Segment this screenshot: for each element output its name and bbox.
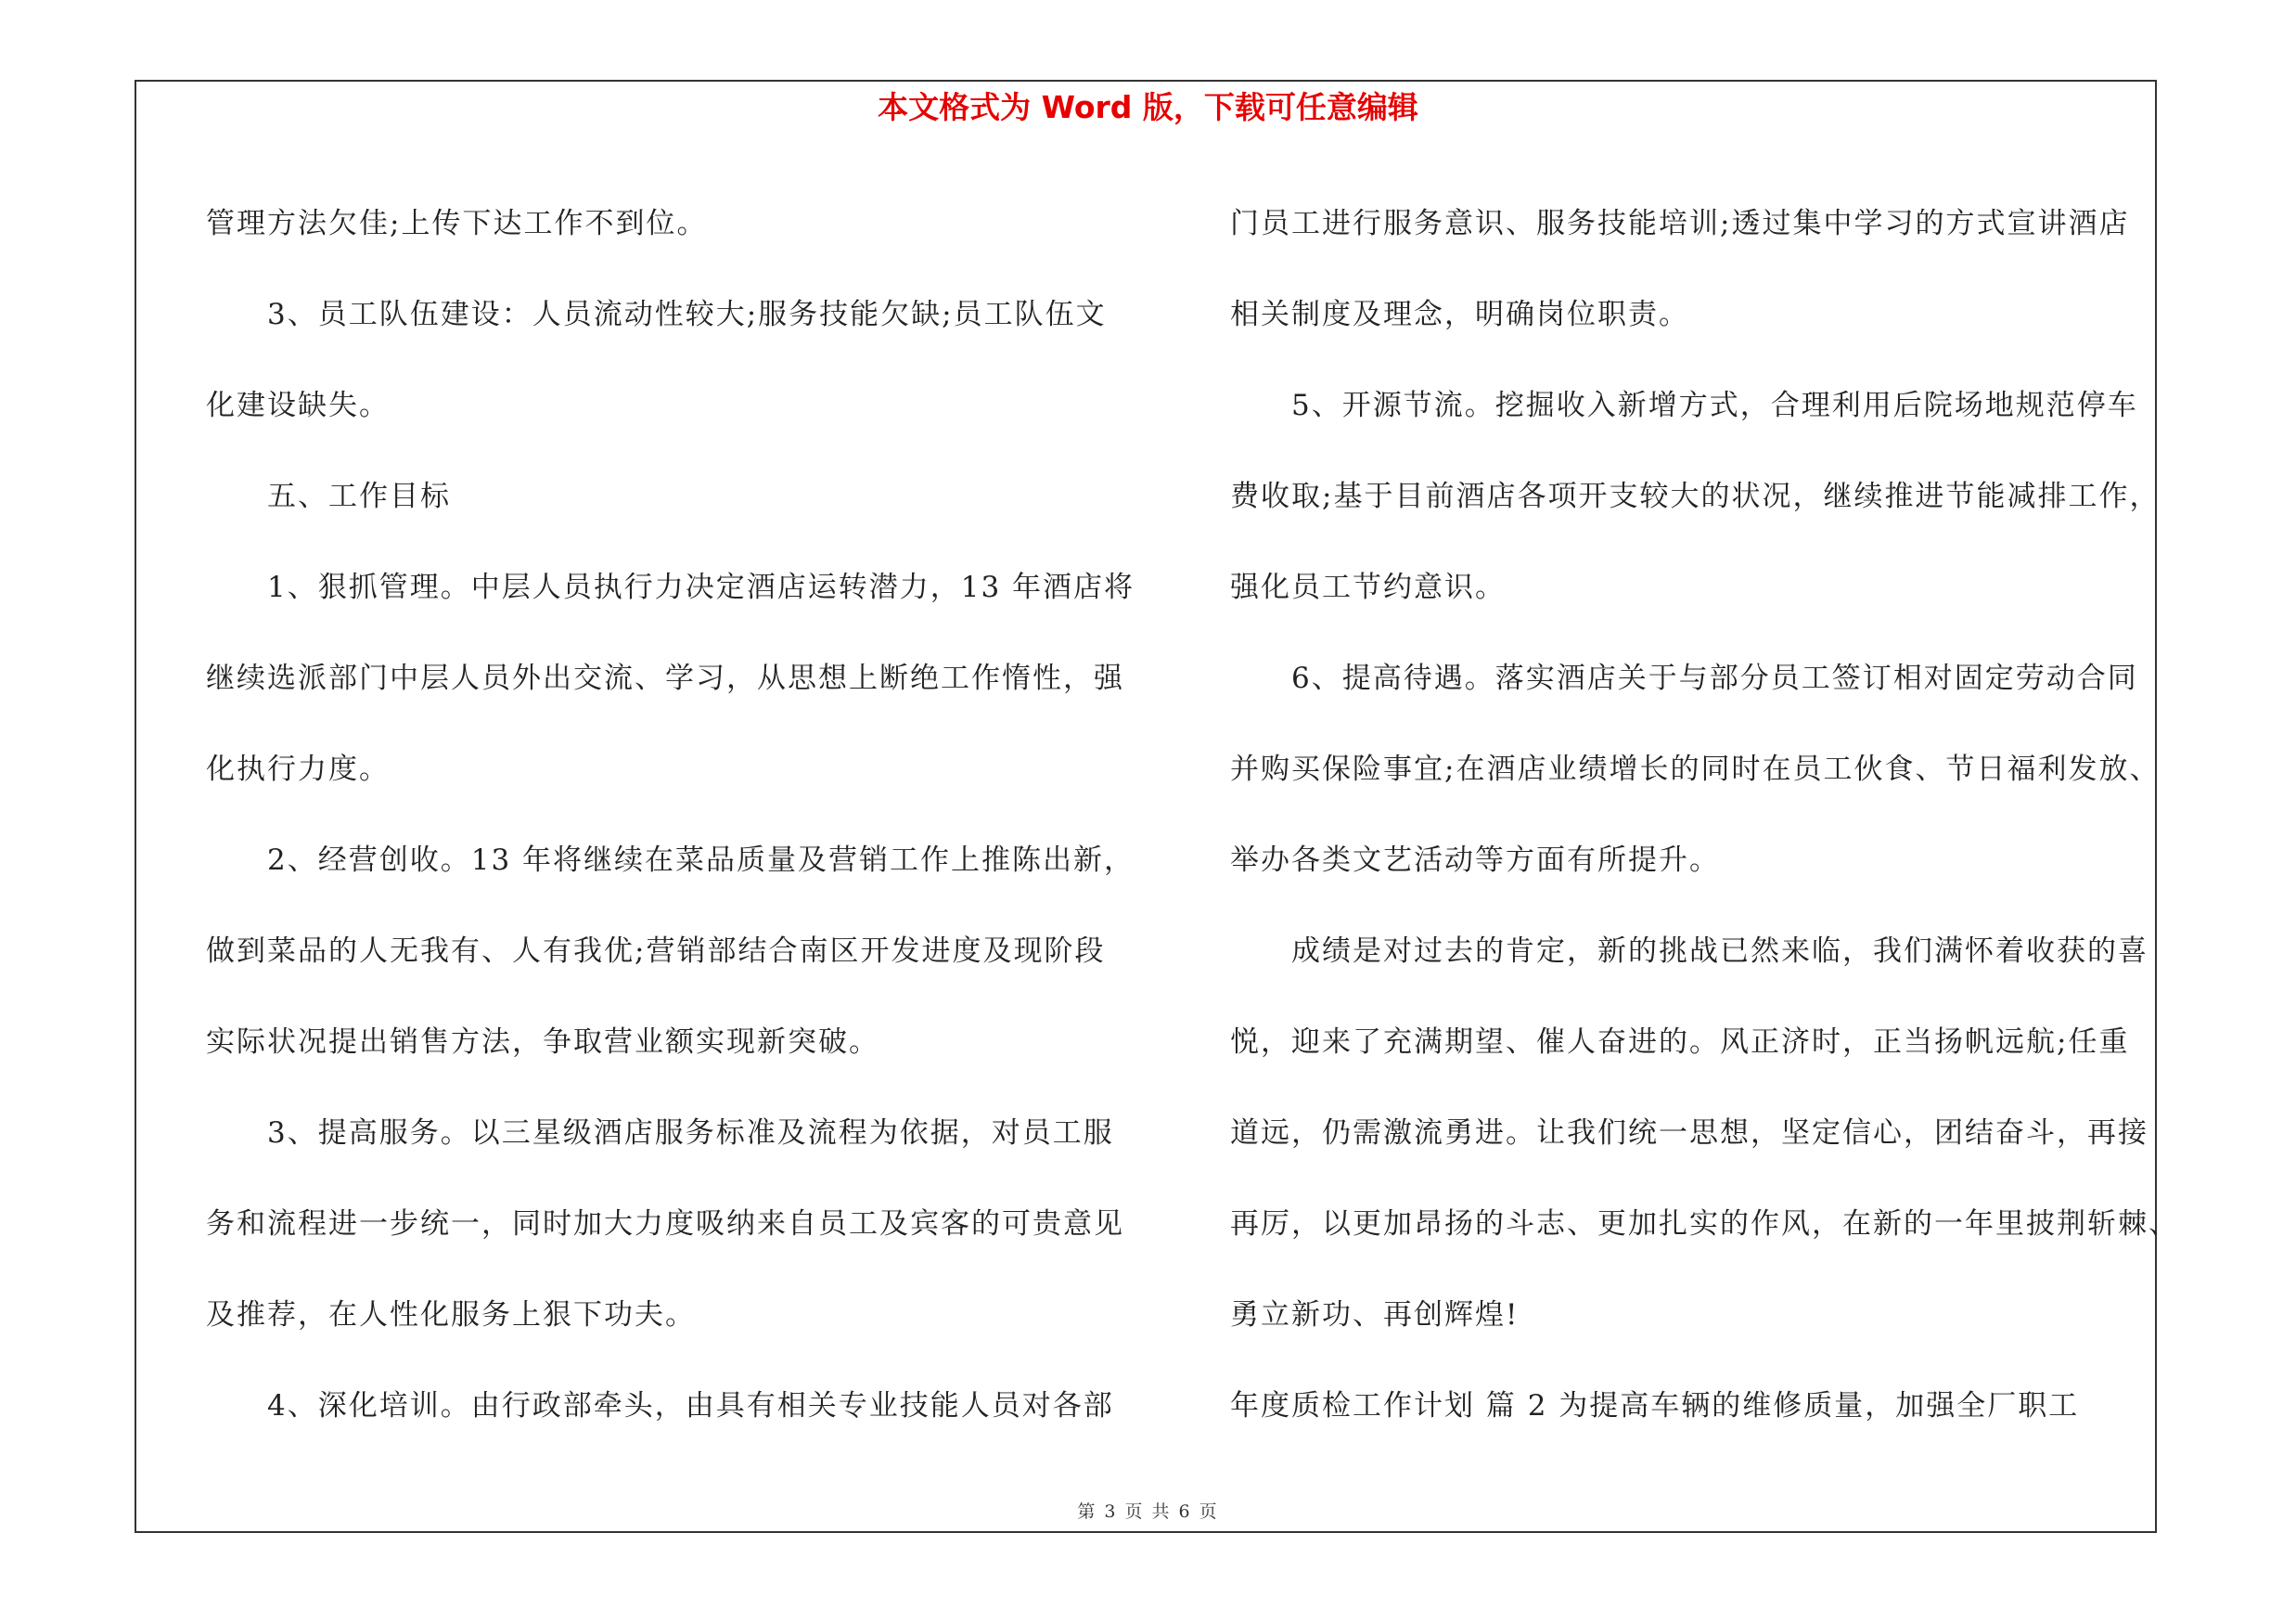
text-line: 实际状况提出销售方法，争取营业额实现新突破。: [206, 1025, 879, 1059]
text-line: 勇立新功、再创辉煌!: [1230, 1298, 1520, 1332]
text-line: 成绩是对过去的肯定，新的挑战已然来临，我们满怀着收获的喜: [1291, 934, 2148, 968]
text-line: 化建设缺失。: [206, 389, 390, 422]
page-number-footer: 第 3 页 共 6 页: [1077, 1501, 1219, 1522]
text-line: 化执行力度。: [206, 753, 390, 786]
text-line: 做到菜品的人无我有、人有我优;营销部结合南区开发进度及现阶段: [206, 934, 1106, 968]
text-line: 年度质检工作计划 篇 2 为提高车辆的维修质量，加强全厂职工: [1230, 1389, 2080, 1423]
right-text-column: [1230, 178, 2179, 1451]
text-line: 并购买保险事宜;在酒店业绩增长的同时在员工伙食、节日福利发放、: [1230, 753, 2161, 786]
text-line: 悦，迎来了充满期望、催人奋进的。风正济时，正当扬帆远航;任重: [1230, 1025, 2130, 1059]
text-line: 2、经营创收。13 年将继续在菜品质量及营销工作上推陈出新，: [267, 844, 1135, 877]
text-line: 及推荐，在人性化服务上狠下功夫。: [206, 1298, 696, 1332]
text-line: 管理方法欠佳;上传下达工作不到位。: [206, 207, 708, 240]
text-line: 6、提高待遇。落实酒店关于与部分员工签订相对固定劳动合同: [1291, 662, 2138, 695]
text-line: 举办各类文艺活动等方面有所提升。: [1230, 844, 1720, 877]
left-text-column: [206, 178, 1134, 1451]
text-line: 再厉，以更加昂扬的斗志、更加扎实的作风，在新的一年里披荆斩棘、: [1230, 1207, 2179, 1241]
text-line: 道远，仍需激流勇进。让我们统一思想，坚定信心，团结奋斗，再接: [1230, 1116, 2148, 1150]
text-line: 费收取;基于目前酒店各项开支较大的状况，继续推进节能减排工作，: [1230, 480, 2161, 513]
text-line: 继续选派部门中层人员外出交流、学习，从思想上断绝工作惰性，强: [206, 662, 1124, 695]
text-line: 门员工进行服务意识、服务技能培训;透过集中学习的方式宣讲酒店: [1230, 207, 2130, 240]
text-line: 3、员工队伍建设：人员流动性较大;服务技能欠缺;员工队伍文: [267, 298, 1107, 331]
text-line: 3、提高服务。以三星级酒店服务标准及流程为依据，对员工服: [267, 1116, 1114, 1150]
text-line: 务和流程进一步统一，同时加大力度吸纳来自员工及宾客的可贵意见: [206, 1207, 1124, 1241]
text-line: 1、狠抓管理。中层人员执行力决定酒店运转潜力，13 年酒店将: [267, 571, 1135, 604]
text-line: 4、深化培训。由行政部牵头，由具有相关专业技能人员对各部: [267, 1389, 1114, 1423]
text-line: 5、开源节流。挖掘收入新增方式，合理利用后院场地规范停车: [1291, 389, 2138, 422]
text-line: 强化员工节约意识。: [1230, 571, 1506, 604]
text-line: 相关制度及理念，明确岗位职责。: [1230, 298, 1689, 331]
text-line: 五、工作目标: [267, 480, 451, 513]
format-notice-banner: 本文格式为 Word 版，下载可任意编辑: [878, 89, 1418, 125]
